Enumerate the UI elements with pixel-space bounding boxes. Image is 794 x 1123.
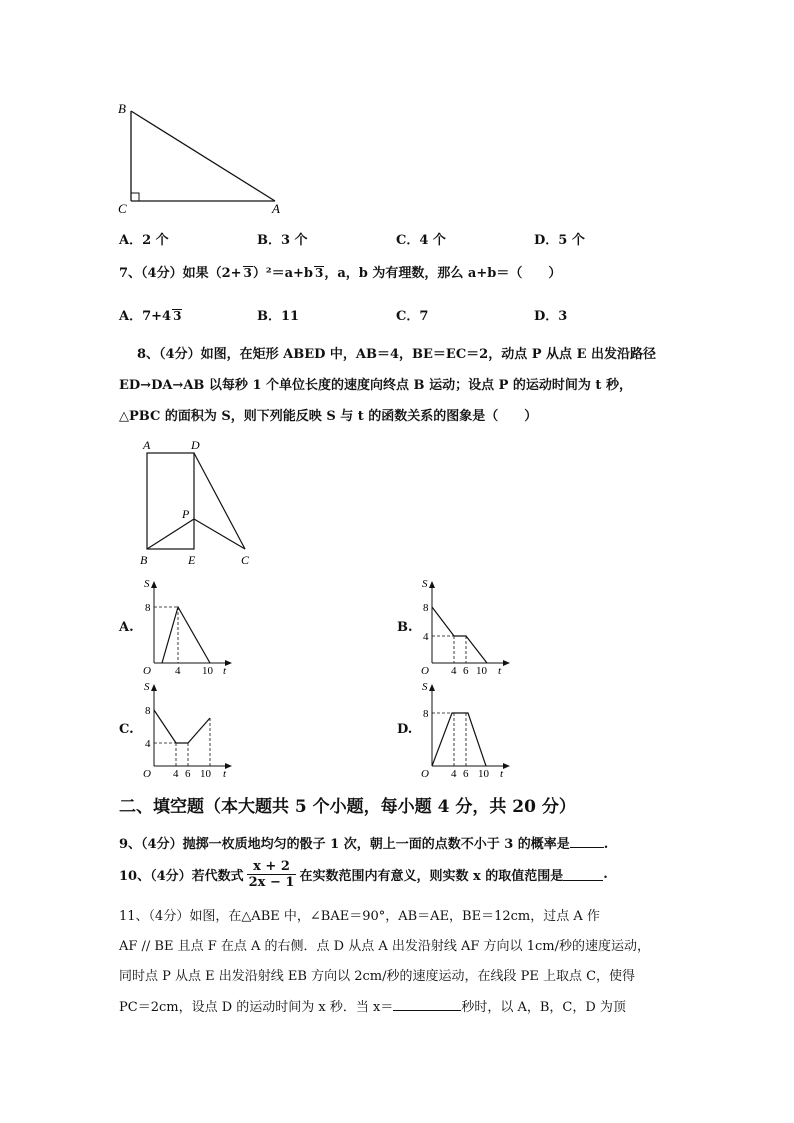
triangle-figure — [110, 95, 300, 220]
vertex-c-label: C — [118, 201, 127, 216]
tick-8: 8 — [423, 602, 429, 614]
point-a-label: A — [143, 438, 151, 452]
tick-4: 4 — [451, 768, 457, 780]
q10-numerator: x + 2 — [247, 859, 297, 875]
x-arrow — [503, 660, 510, 666]
axis-s: S — [422, 578, 428, 590]
segment-pb — [147, 519, 194, 549]
q7-option-a-sqrt: 3 — [173, 309, 182, 323]
tick-10: 10 — [200, 768, 211, 780]
q7-option-a-text: A．7+4 — [119, 309, 172, 324]
tick-4: 4 — [173, 768, 179, 780]
graph-a[interactable] — [140, 575, 240, 680]
y-arrow — [151, 684, 157, 691]
q10-post: 在实数范围内有意义，则实数 x 的取值范围是 — [299, 869, 564, 884]
q7-option-c[interactable]: C．7 — [396, 309, 429, 324]
q9-end: . — [603, 837, 609, 852]
q11-line-1: 11、（4分）如图，在△ABE 中，∠BAE＝90°，AB＝AE，BE＝12cm，过点 A 作 — [119, 909, 600, 924]
origin-o: O — [143, 768, 151, 780]
q7-stem-mid: ）²＝a+b — [252, 266, 313, 281]
q11-line-4 — [119, 996, 626, 1015]
q7-sqrt-2: 3 — [315, 266, 324, 280]
tick-8: 8 — [145, 602, 151, 614]
q6-option-c[interactable]: C．4 个 — [396, 233, 446, 248]
q8-line-1: 8、（4分）如图，在矩形 ABED 中，AB＝4，BE＝EC＝2，动点 P 从点 E 出发沿路径 — [137, 347, 657, 362]
q7-stem — [119, 262, 561, 281]
q11-line-2: AF // BE 且点 F 在点 A 的右侧．点 D 从点 A 出发沿射线 AF 方向以 1cm/秒的速度运动， — [119, 939, 650, 954]
q10-text — [119, 859, 608, 890]
tick-6: 6 — [463, 665, 469, 677]
q10-pre: 10、（4分）若代数式 — [119, 869, 244, 884]
tick-4: 4 — [175, 665, 181, 677]
y-arrow — [151, 581, 157, 588]
rectangle-figure — [135, 438, 265, 570]
vertex-b-label: B — [118, 101, 126, 116]
vertex-a-label: A — [272, 201, 280, 216]
q6-option-d[interactable]: D．5 个 — [534, 233, 585, 248]
y-arrow — [429, 684, 435, 691]
q8-option-a-label[interactable]: A. — [119, 620, 134, 635]
q7-option-a[interactable] — [119, 305, 182, 324]
tick-8: 8 — [145, 705, 151, 717]
point-p-label: P — [182, 507, 190, 521]
q10-answer-blank[interactable] — [563, 868, 603, 881]
tick-4-y: 4 — [423, 631, 429, 643]
tick-10: 10 — [478, 768, 489, 780]
origin-o: O — [421, 768, 429, 780]
point-b-label: B — [140, 553, 148, 567]
tick-10: 10 — [202, 665, 213, 677]
axis-t: t — [498, 665, 502, 677]
q10-fraction — [247, 859, 297, 890]
y-arrow — [429, 581, 435, 588]
tick-10: 10 — [476, 665, 487, 677]
point-c-label: C — [241, 553, 250, 567]
q8-line-3: △PBC 的面积为 S，则下列能反映 S 与 t 的函数关系的图象是（ ） — [119, 409, 538, 424]
tick-4-y: 4 — [145, 738, 151, 750]
q11-line-4-pre: PC＝2cm，设点 D 的运动时间为 x 秒．当 x＝ — [119, 1000, 394, 1015]
q8-line-2: ED→DA→AB 以每秒 1 个单位长度的速度向终点 B 运动；设点 P 的运动时间为 t 秒， — [119, 378, 632, 393]
q11-answer-blank[interactable] — [393, 998, 461, 1011]
q9-text — [119, 833, 608, 852]
q9-answer-blank[interactable] — [570, 835, 604, 848]
graph-d-curve — [432, 713, 486, 766]
segment-ba — [131, 111, 275, 201]
q7-option-d[interactable]: D．3 — [534, 309, 568, 324]
point-e-label: E — [188, 553, 196, 567]
tick-6: 6 — [463, 768, 469, 780]
q7-stem-start: 7、（4分）如果（2+ — [119, 266, 242, 281]
x-arrow — [503, 763, 510, 769]
tick-8: 8 — [423, 708, 429, 720]
axis-s: S — [422, 681, 428, 693]
q10-end: . — [603, 867, 608, 882]
q8-option-c-label[interactable]: C. — [119, 722, 134, 737]
graph-c[interactable] — [140, 678, 240, 783]
axis-s: S — [144, 681, 150, 693]
q7-stem-rest: ，a，b 为有理数，那么 a+b＝（ ） — [324, 266, 562, 281]
tick-6: 6 — [185, 768, 191, 780]
axis-s: S — [144, 578, 150, 590]
point-d-label: D — [191, 438, 200, 452]
axis-t: t — [223, 665, 227, 677]
q6-option-a[interactable]: A．2 个 — [119, 233, 169, 248]
q6-option-b[interactable]: B．3 个 — [257, 233, 308, 248]
q9-stem: 9、（4分）抛掷一枚质地均匀的骰子 1 次，朝上一面的点数不小于 3 的概率是 — [119, 837, 570, 852]
q8-option-b-label[interactable]: B. — [397, 620, 413, 635]
axis-t: t — [500, 768, 504, 780]
q11-line-3: 同时点 P 从点 E 出发沿射线 EB 方向以 2cm/秒的速度运动，在线段 PE 上取点 C，使得 — [119, 969, 636, 984]
q11-line-4-post: 秒时，以 A，B，C，D 为顶 — [461, 1000, 626, 1015]
origin-o: O — [421, 665, 429, 677]
q8-option-d-label[interactable]: D. — [397, 722, 413, 737]
axis-t: t — [223, 768, 227, 780]
q10-denominator: 2x − 1 — [248, 875, 295, 890]
q7-sqrt-1: 3 — [243, 266, 252, 280]
right-angle-mark — [131, 193, 139, 201]
graph-b-curve — [432, 607, 487, 663]
section-2-title: 二、填空题（本大题共 5 个小题，每小题 4 分，共 20 分） — [119, 797, 576, 817]
graph-b[interactable] — [418, 575, 518, 680]
graph-d[interactable] — [418, 678, 518, 783]
q7-option-b[interactable]: B．11 — [257, 309, 300, 324]
graph-a-curve — [162, 607, 210, 663]
graph-c-curve — [154, 710, 210, 743]
tick-4: 4 — [451, 665, 457, 677]
origin-o: O — [143, 665, 151, 677]
